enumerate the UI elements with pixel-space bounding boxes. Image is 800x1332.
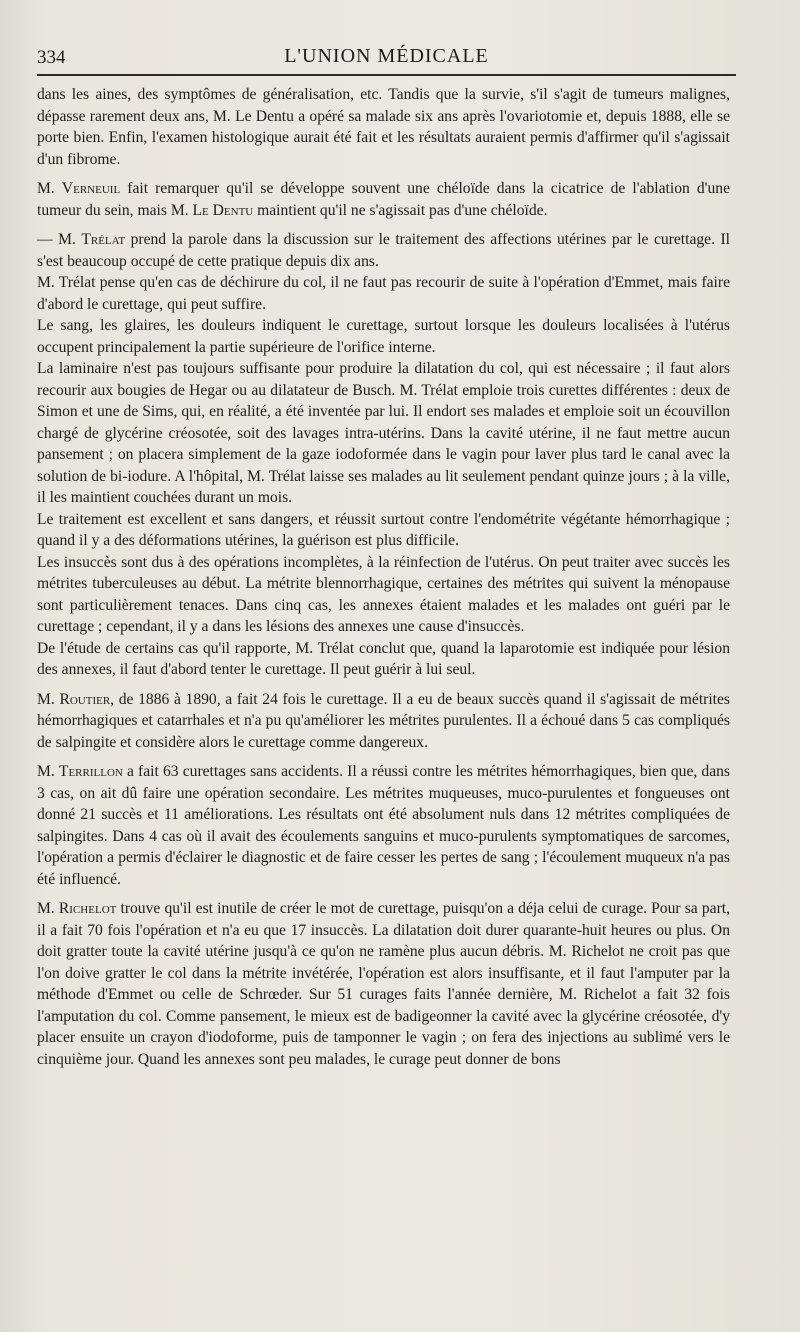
paragraph-text: M. xyxy=(37,180,62,197)
paragraph-text: , de 1886 à 1890, a fait 24 fois le curettage. Il a eu de beaux succès quand il s'agissait de métrites hémorrhagiques et catarrhales et n'a pu qu'améliorer les métrites purulentes. Il a échoué dans 5 cas compliqués de salpingite et considère alors le curettage comme dangereux. xyxy=(37,690,730,751)
running-title: L'UNION MÉDICALE xyxy=(284,45,489,67)
paragraph xyxy=(37,638,730,681)
author-name: Trélat xyxy=(81,231,126,248)
paragraph xyxy=(37,358,730,509)
paragraph xyxy=(37,272,730,315)
paragraph-text: M. xyxy=(37,900,59,917)
page-header xyxy=(37,40,736,76)
author-name: Verneuil xyxy=(61,180,121,197)
paragraph-text: Le traitement est excellent et sans dangers, et réussit surtout contre l'endométrite végétante hémorrhagique ; quand il y a des déformations utérines, la guérison est plus difficile. xyxy=(37,510,730,549)
paragraph-text: prend la parole dans la discussion sur le traitement des affections utérines par le curettage. Il s'est beaucoup occupé de cette pratique depuis dix ans. xyxy=(37,231,731,270)
author-name: Richelot xyxy=(58,900,117,917)
paragraph xyxy=(37,84,730,170)
author-name: Routier xyxy=(59,690,111,708)
paragraph-text: — M. xyxy=(37,231,82,248)
paragraph xyxy=(37,178,730,221)
paragraph-text: M. Trélat pense qu'en cas de déchirure du col, il ne faut pas recourir de suite à l'opération d'Emmet, mais faire d'abord le curettage, qui peut suffire. xyxy=(37,274,730,313)
paragraph xyxy=(37,552,730,638)
paragraph-text: a fait 63 curettages sans accidents. Il a réussi contre les métrites hémorrhagiques, bien que, dans 3 cas, on ait dû faire une opération secondaire. Les métrites muqueuses, muco-purulentes et fongueuses ont donné 21 succès et 11 améliorations. Les résultats ont été absolument nuls dans 12 métrites compliquées de salpingites. Dans 4 cas où il avait des écoulements sanguins et muco-purulents symptomatiques de sarcomes, l'opération a permis d'éclairer le diagnostic et de faire cesser les pertes de sang ; l'écoulement muqueux n'a pas été influencé. xyxy=(37,763,730,888)
paragraph-text: De l'étude de certains cas qu'il rapporte, M. Trélat conclut que, quand la laparotomie est indiquée pour lésion des annexes, il faut d'abord tenter le curettage. Il peut guérir à lui seul. xyxy=(37,639,730,678)
paragraph xyxy=(37,761,730,890)
paragraph-text: Le sang, les glaires, les douleurs indiquent le curettage, surtout lorsque les douleurs localisées à l'utérus occupent principalement la partie supérieure de l'orifice interne. xyxy=(37,317,730,356)
paragraph-text: M. xyxy=(37,763,59,780)
article-body xyxy=(37,84,730,1070)
paragraph xyxy=(37,898,730,1070)
paragraph xyxy=(37,315,730,358)
paragraph xyxy=(37,509,730,552)
author-name: Terrillon xyxy=(58,763,123,780)
paragraph-text: fait remarquer qu'il se développe souvent une chéloïde dans la cicatrice de l'ablation d'une tumeur du sein, mais M. xyxy=(37,180,730,219)
paragraph-text: dans les aines, des symptômes de généralisation, etc. Tandis que la survie, s'il s'agit de tumeurs malignes, dépasse rarement deux ans, M. Le Dentu a opéré sa malade six ans après l'ovariotomie et, depuis 1888, elle se porte bien. Enfin, l'examen histologique aurait été fait et les résultats auraient permis d'affirmer qu'il s'agissait d'un fibrome. xyxy=(37,86,730,168)
paragraph xyxy=(37,689,730,754)
paragraph-text: maintient qu'il ne s'agissait pas d'une chéloïde. xyxy=(253,201,548,219)
paragraph-text: La laminaire n'est pas toujours suffisante pour produire la dilatation du col, qui est nécessaire ; il faut alors recourir aux bougies de Hegar ou au dilatateur de Busch. M. Trélat emploie trois curettes différentes : deux de Simon et une de Sims, qui, en réalité, a été inventée par lui. Il endort ses malades et emploie soit un écouvillon chargé de glycérine créosotée, soit des lavages intra-utérins. Dans la cavité utérine, il ne faut mettre aucun pansement ; on placera simplement de la gaze iodoformée dans le vagin pour laver plus tard le canal avec la solution de bi-iodure. A l'hôpital, M. Trélat laisse ses malades au lit seulement pendant quinze jours ; à la ville, il les maintient couchées durant un mois. xyxy=(37,360,730,506)
paragraph-text: Les insuccès sont dus à des opérations incomplètes, à la réinfection de l'utérus. On peut traiter avec succès les métrites tuberculeuses au début. La métrite blennorrhagique, certaines des métrites qui suivent la ménopause sont particulièrement tenaces. Dans cinq cas, les annexes étaient malades et les malades ont guéri par le curettage ; cependant, il y a dans les lésions des annexes une cause d'insuccès. xyxy=(37,553,730,635)
page-number: 334 xyxy=(37,47,66,68)
paragraph-text: trouve qu'il est inutile de créer le mot de curettage, puisqu'on a déja celui de curage. Pour sa part, il a fait 70 fois l'opération et n'a eu que 17 insuccès. La dilatation doit durer quarante-huit heures ou plus. On doit gratter toute la cavité utérine jusqu'à ce qu'on ne ramène plus aucun débris. M. Richelot ne croit pas que l'on doive gratter le col dans la métrite invétérée, l'opération est alors insuffisante, et il faut l'amputer par la méthode d'Emmet ou celle de Schrœder. Sur 51 curages faits l'année dernière, M. Richelot a fait 32 fois l'amputation du col. Comme pansement, le mieux est de badigeonner la cavité avec la glycérine créosotée, d'y placer ensuite un crayon d'iodoforme, puis de tamponner le vagin ; on fera des injections au sublimé vers le cinquième jour. Quand les annexes sont peu malades, le curage peut donner de bons xyxy=(37,900,730,1068)
author-name: Le Dentu xyxy=(192,201,254,219)
paragraph xyxy=(37,229,730,272)
paragraph-text: M. xyxy=(37,690,60,708)
